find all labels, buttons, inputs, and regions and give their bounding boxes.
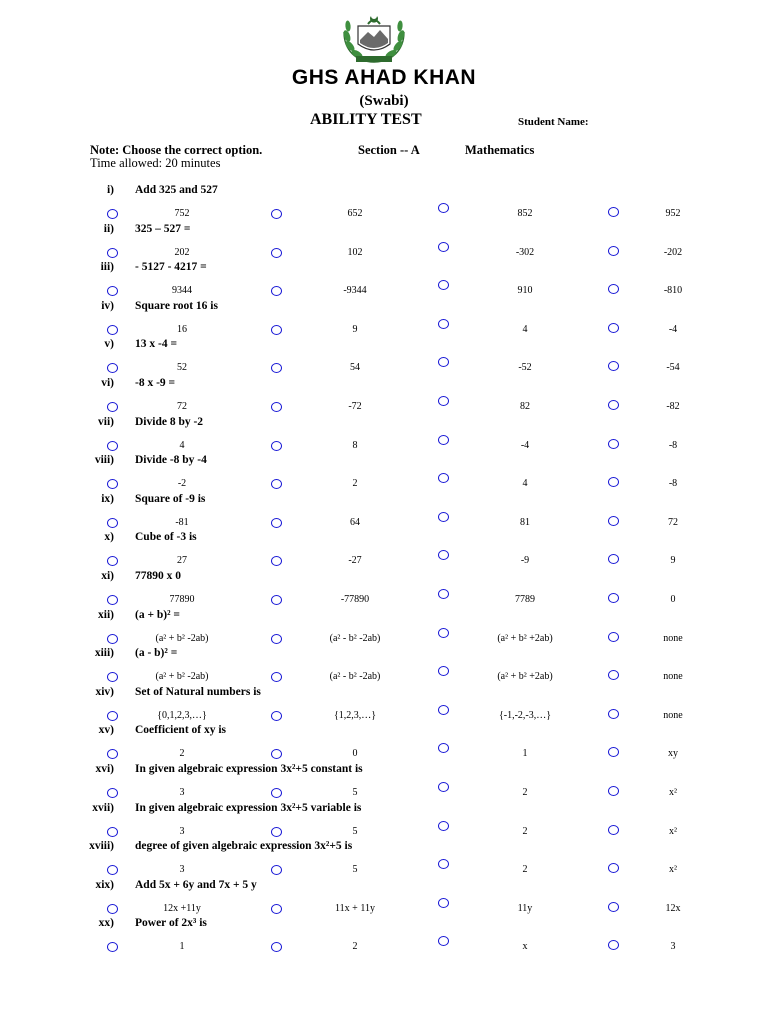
option-label: 4 (179, 439, 185, 451)
option-label: 11y (517, 902, 533, 914)
question-number: xx) (98, 917, 114, 930)
option-radio[interactable] (271, 518, 282, 528)
option-radio[interactable] (271, 286, 282, 296)
option-label: {0,1,2,3,…} (157, 709, 207, 721)
option-label: -77890 (340, 594, 370, 605)
option-radio[interactable] (271, 325, 282, 335)
option-radio[interactable] (438, 782, 449, 792)
option-label: x² (669, 787, 677, 798)
option-label: 3 (179, 787, 185, 798)
option-label: 9 (670, 555, 676, 567)
option-radio[interactable] (271, 749, 282, 759)
option-radio[interactable] (438, 396, 449, 406)
option-label: (a² - b² -2ab) (329, 671, 381, 683)
option-label: 952 (665, 208, 681, 219)
option-radio[interactable] (438, 319, 449, 329)
instruction-note: Note: Choose the correct option. (90, 143, 263, 157)
option-radio[interactable] (271, 441, 282, 451)
option-label: 752 (174, 208, 190, 219)
option-label: 2 (179, 748, 185, 760)
question-text: In given algebraic expression 3x²+5 variable is (135, 801, 362, 814)
option-radio[interactable] (438, 203, 449, 213)
option-radio[interactable] (271, 402, 282, 412)
question-text: (a - b)² = (135, 647, 178, 660)
option-radio[interactable] (271, 209, 282, 219)
option-label: 3 (179, 825, 185, 837)
option-label: x (522, 941, 528, 953)
option-label: 5 (352, 864, 358, 876)
option-radio[interactable] (438, 280, 449, 290)
option-label: 202 (174, 246, 190, 258)
option-radio[interactable] (271, 479, 282, 489)
option-radio[interactable] (107, 479, 118, 489)
question-text: Add 5x + 6y and 7x + 5 y (135, 878, 257, 891)
question-number: iii) (100, 261, 114, 274)
question-text: Coefficient of xy is (135, 724, 227, 737)
school-name: GHS AHAD KHAN (291, 66, 477, 89)
question-text: Square root 16 is (135, 299, 218, 312)
test-title: ABILITY TEST (310, 111, 422, 128)
option-radio[interactable] (438, 705, 449, 715)
option-radio[interactable] (107, 209, 118, 219)
question-text: Add 325 and 527 (135, 184, 218, 196)
option-radio[interactable] (107, 634, 118, 644)
option-label: (a² + b² -2ab) (155, 632, 209, 644)
question-text: -8 x -9 = (135, 377, 176, 389)
option-label: 0 (670, 594, 676, 605)
option-label: -27 (348, 555, 362, 567)
option-radio[interactable] (271, 788, 282, 798)
option-label: none (663, 632, 683, 644)
option-radio[interactable] (438, 473, 449, 483)
question-text: Divide -8 by -4 (135, 454, 207, 467)
option-radio[interactable] (438, 242, 449, 252)
option-label: {-1,-2,-3,…} (498, 709, 552, 721)
option-label: 64 (350, 516, 360, 528)
option-label: 2 (352, 478, 358, 490)
option-radio[interactable] (271, 711, 282, 721)
option-label: -8 (668, 439, 678, 451)
option-label: 16 (177, 323, 187, 335)
question-text: (a + b)² = (135, 608, 180, 621)
option-label: -202 (663, 246, 683, 258)
option-radio[interactable] (107, 556, 118, 566)
option-radio[interactable] (271, 248, 282, 258)
option-radio[interactable] (107, 325, 118, 335)
option-radio[interactable] (271, 865, 282, 875)
question-text: - 5127 - 4217 = (135, 261, 207, 274)
question-number: vi) (101, 377, 114, 389)
option-label: 82 (520, 401, 530, 412)
question-number: xv) (98, 724, 114, 737)
option-label: -72 (348, 401, 362, 412)
question-number: xiv) (95, 685, 114, 698)
time-allowed: Time allowed: 20 minutes (90, 156, 221, 170)
option-label: 2 (352, 941, 358, 953)
option-label: 2 (522, 787, 528, 798)
question-number: x) (104, 531, 114, 544)
option-label: 1 (522, 748, 528, 760)
option-radio[interactable] (107, 286, 118, 296)
option-radio[interactable] (271, 904, 282, 914)
option-label: -82 (666, 401, 680, 412)
option-radio[interactable] (107, 595, 118, 605)
option-label: 54 (350, 362, 360, 374)
option-radio[interactable] (107, 441, 118, 451)
option-radio[interactable] (438, 589, 449, 599)
option-radio[interactable] (438, 435, 449, 445)
option-label: x² (669, 825, 677, 837)
question-number: xviii) (89, 840, 114, 853)
option-radio[interactable] (107, 904, 118, 914)
option-label: (a² - b² -2ab) (329, 632, 381, 644)
option-radio[interactable] (438, 898, 449, 908)
question-number: viii) (94, 454, 114, 467)
option-radio[interactable] (107, 402, 118, 412)
option-label: 12x (665, 902, 681, 914)
school-location: (Swabi) (359, 93, 409, 109)
question-number: i) (106, 184, 114, 196)
option-label: -54 (666, 362, 680, 374)
question-number: xvi) (95, 763, 114, 775)
option-radio[interactable] (271, 595, 282, 605)
option-radio[interactable] (438, 628, 449, 638)
question-text: degree of given algebraic expression 3x²+5 is (135, 840, 353, 853)
question-number: xii) (98, 608, 114, 621)
option-radio[interactable] (107, 711, 118, 721)
option-radio[interactable] (107, 827, 118, 837)
option-label: (a² + b² -2ab) (155, 671, 209, 683)
option-radio[interactable] (271, 363, 282, 373)
option-label: 1 (179, 941, 185, 953)
question-number: xiii) (94, 647, 114, 660)
question-number: ii) (103, 222, 114, 235)
option-label: 27 (177, 555, 187, 567)
government-emblem-icon (338, 6, 410, 66)
question-text: Divide 8 by -2 (135, 415, 204, 428)
option-radio[interactable] (107, 788, 118, 798)
question-number: xix) (95, 878, 114, 891)
option-label: (a² + b² +2ab) (497, 671, 553, 683)
question-text: Power of 2x³ is (135, 917, 207, 930)
question-number: ix) (101, 492, 114, 505)
option-radio[interactable] (107, 942, 118, 952)
question-text: Square of -9 is (135, 492, 206, 505)
option-label: 652 (347, 208, 363, 219)
option-label: -302 (515, 246, 535, 258)
option-label: 12x +11y (163, 902, 201, 914)
option-label: 852 (517, 208, 533, 219)
option-radio[interactable] (271, 942, 282, 952)
question-number: xi) (101, 570, 114, 582)
option-label: 910 (517, 285, 533, 297)
option-label: x² (669, 864, 677, 876)
option-radio[interactable] (438, 512, 449, 522)
option-label: 77890 (169, 594, 195, 605)
option-label: -8 (668, 478, 678, 490)
option-label: -2 (177, 478, 187, 490)
option-radio[interactable] (438, 743, 449, 753)
option-radio[interactable] (107, 518, 118, 528)
option-label: -4 (520, 439, 530, 451)
option-label: 0 (352, 748, 358, 760)
option-label: 8 (352, 439, 358, 451)
question-number: xvii) (92, 801, 114, 814)
option-radio[interactable] (438, 550, 449, 560)
option-label: xy (668, 748, 678, 760)
question-text: 13 x -4 = (135, 338, 178, 351)
question-text: 77890 x 0 (135, 570, 181, 582)
option-radio[interactable] (438, 357, 449, 367)
option-label: none (663, 671, 683, 683)
option-label: 81 (520, 516, 530, 528)
option-radio[interactable] (438, 859, 449, 869)
option-radio[interactable] (107, 672, 118, 682)
option-label: -4 (668, 323, 678, 335)
option-radio[interactable] (107, 248, 118, 258)
option-radio[interactable] (107, 865, 118, 875)
option-radio[interactable] (271, 672, 282, 682)
option-label: 11x + 11y (335, 902, 375, 914)
option-radio[interactable] (438, 936, 449, 946)
option-label: 2 (522, 864, 528, 876)
question-number: iv) (101, 299, 114, 312)
option-radio[interactable] (438, 666, 449, 676)
option-label: 52 (177, 362, 187, 374)
option-label: {1,2,3,…} (333, 709, 377, 721)
option-label: -81 (175, 516, 189, 528)
question-number: vii) (98, 415, 114, 428)
option-label: 2 (522, 825, 528, 837)
option-label: 3 (179, 864, 185, 876)
option-label: 72 (177, 401, 187, 412)
option-label: 4 (522, 323, 528, 335)
section-label: Section -- A (358, 143, 420, 157)
option-radio[interactable] (107, 749, 118, 759)
option-radio[interactable] (271, 827, 282, 837)
option-label: 7789 (515, 594, 535, 605)
option-label: 4 (522, 478, 528, 490)
option-label: -810 (663, 285, 683, 297)
question-text: Set of Natural numbers is (135, 685, 261, 698)
option-label: 72 (668, 516, 678, 528)
option-label: 9344 (172, 285, 192, 297)
option-label: -9 (520, 555, 530, 567)
option-label: 5 (352, 825, 358, 837)
option-label: -9344 (343, 285, 367, 297)
option-label: -52 (518, 362, 532, 374)
option-radio[interactable] (438, 821, 449, 831)
question-text: In given algebraic expression 3x²+5 constant is (135, 763, 363, 775)
question-number: v) (104, 338, 114, 351)
option-radio[interactable] (271, 556, 282, 566)
option-label: none (663, 709, 683, 721)
option-radio[interactable] (107, 363, 118, 373)
option-label: 102 (347, 246, 363, 258)
option-radio[interactable] (271, 634, 282, 644)
question-text: Cube of -3 is (135, 531, 197, 544)
option-label: 3 (670, 941, 676, 953)
question-text: 325 – 527 = (135, 222, 191, 235)
student-name-label: Student Name: (518, 116, 589, 128)
option-label: 9 (352, 323, 358, 335)
option-label: 5 (352, 787, 358, 798)
subject-label: Mathematics (465, 143, 535, 157)
option-label: (a² + b² +2ab) (497, 632, 553, 644)
